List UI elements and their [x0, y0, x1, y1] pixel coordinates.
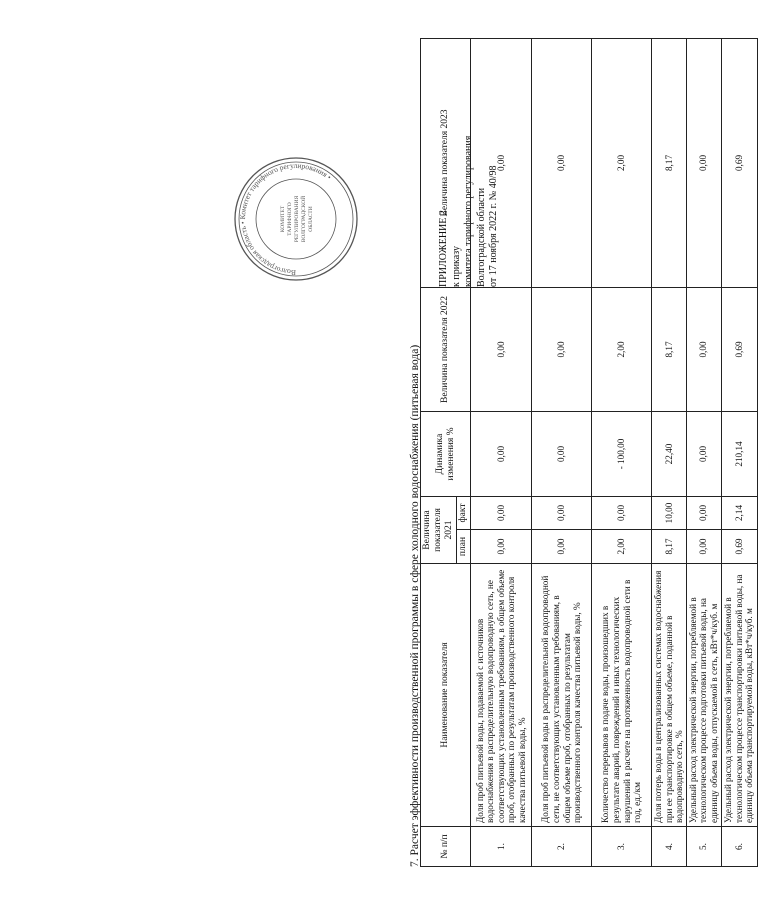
- plan-2021: 0,00: [532, 530, 592, 564]
- row-name: Доля потерь воды в централизованных системах водоснабжения при ее транспортировке в общем объеме, поданной в водопроводную сеть, %: [652, 564, 687, 827]
- dynamics-value: 0,00: [686, 411, 721, 496]
- appendix-line: Волгоградской области: [475, 187, 487, 287]
- header-plan: план: [457, 530, 471, 564]
- table-row: [652, 38, 687, 866]
- header-fact: факт: [457, 496, 471, 529]
- appendix-date: от 17 ноября 2022 г. № 40/98: [488, 165, 499, 287]
- fact-2021: 0,00: [686, 496, 721, 529]
- fact-2021: 0,00: [532, 496, 592, 529]
- indicators-table: [420, 38, 758, 867]
- plan-2021: 2,00: [592, 530, 652, 564]
- header-num: № п/п: [421, 827, 471, 867]
- value-2023: 0,00: [532, 38, 592, 287]
- dynamics-value: 22,40: [652, 411, 687, 496]
- row-name: Удельный расход электрической энергии, потребляемой в технологическом процессе транспортировки питьевой воды, на единицу объема транспортируемой воды, кВт*ч/куб. м: [721, 564, 757, 827]
- header-2021: Величина показателя 2021: [421, 496, 457, 563]
- section-title: 7. Расчет эффективности производственной программы в сфере холодного водоснабжения (питьевая вода): [409, 344, 421, 867]
- table-row: [686, 38, 721, 866]
- row-number: 3.: [592, 827, 652, 867]
- table-row: [471, 38, 532, 866]
- row-number: 1.: [471, 827, 532, 867]
- row-name: Доля проб питьевой воды, подаваемой с источников водоснабжения в распределительную водопроводную сеть, не соответствующих установленным требованиям, в общем объеме проб, отобранных по результатам производственного контроля качества питьевой воды, %: [471, 564, 532, 827]
- header-2023: Величина показателя 2023: [421, 38, 471, 287]
- header-2022: Величина показателя 2022: [421, 287, 471, 411]
- row-name: Доля проб питьевой воды в распределительной водопроводной сети, не соответствующих установленным требованиям, в общем объеме проб, отобранных по результатам производственного контроля качества питьевой воды, %: [532, 564, 592, 827]
- seal-ring-text: Волгоградская область • Комитет тарифного регулирования •: [237, 160, 334, 278]
- value-2023: 0,00: [686, 38, 721, 287]
- header-dynamics: Динамика изменения %: [421, 411, 471, 496]
- table-row: [592, 38, 652, 866]
- plan-2021: 0,00: [471, 530, 532, 564]
- seal-center-text: ТАРИФНОГО: [287, 202, 293, 236]
- official-seal: [232, 155, 360, 283]
- row-name: Количество перерывов в подаче воды, произошедших в результате аварий, повреждений и иных технологических нарушений в расчете на протяженность водопроводной сети в год, ед./км: [592, 564, 652, 827]
- appendix-line: к приказу: [450, 246, 462, 287]
- plan-2021: 0,00: [686, 530, 721, 564]
- value-2023: 0,69: [721, 38, 757, 287]
- value-2022: 2,00: [592, 287, 652, 411]
- row-name: Удельный расход электрической энергии, потребляемой в технологическом процессе подготовки питьевой воды, на единицу объема воды, отпускаемой в сеть, кВт*ч/куб. м: [686, 564, 721, 827]
- value-2022: 0,00: [686, 287, 721, 411]
- header-name: Наименование показателя: [421, 564, 471, 827]
- table-row: [532, 38, 592, 866]
- value-2023: 0,00: [471, 38, 532, 287]
- table-row: [721, 38, 757, 866]
- value-2022: 8,17: [652, 287, 687, 411]
- seal-center-text: КОМИТЕТ: [280, 205, 286, 233]
- fact-2021: 0,00: [592, 496, 652, 529]
- value-2023: 2,00: [592, 38, 652, 287]
- plan-2021: 8,17: [652, 530, 687, 564]
- row-number: 6.: [721, 827, 757, 867]
- value-2022: 0,00: [532, 287, 592, 411]
- fact-2021: 10,00: [652, 496, 687, 529]
- row-number: 4.: [652, 827, 687, 867]
- value-2022: 0,00: [471, 287, 532, 411]
- value-2023: 8,17: [652, 38, 687, 287]
- dynamics-value: 0,00: [471, 411, 532, 496]
- seal-center-text: ВОЛГОГРАДСКОЙ: [301, 195, 307, 243]
- appendix-title: ПРИЛОЖЕНИЕ 2: [438, 210, 449, 287]
- value-2022: 0,69: [721, 287, 757, 411]
- appendix-line: комитета тарифного регулирования: [463, 135, 474, 287]
- plan-2021: 0,69: [721, 530, 757, 564]
- seal-center-text: РЕГУЛИРОВАНИЯ: [294, 195, 300, 243]
- row-number: 2.: [532, 827, 592, 867]
- fact-2021: 0,00: [471, 496, 532, 529]
- dynamics-value: - 100,00: [592, 411, 652, 496]
- dynamics-value: 0,00: [532, 411, 592, 496]
- seal-center-text: ОБЛАСТИ: [308, 206, 314, 232]
- dynamics-value: 210,14: [721, 411, 757, 496]
- fact-2021: 2,14: [721, 496, 757, 529]
- row-number: 5.: [686, 827, 721, 867]
